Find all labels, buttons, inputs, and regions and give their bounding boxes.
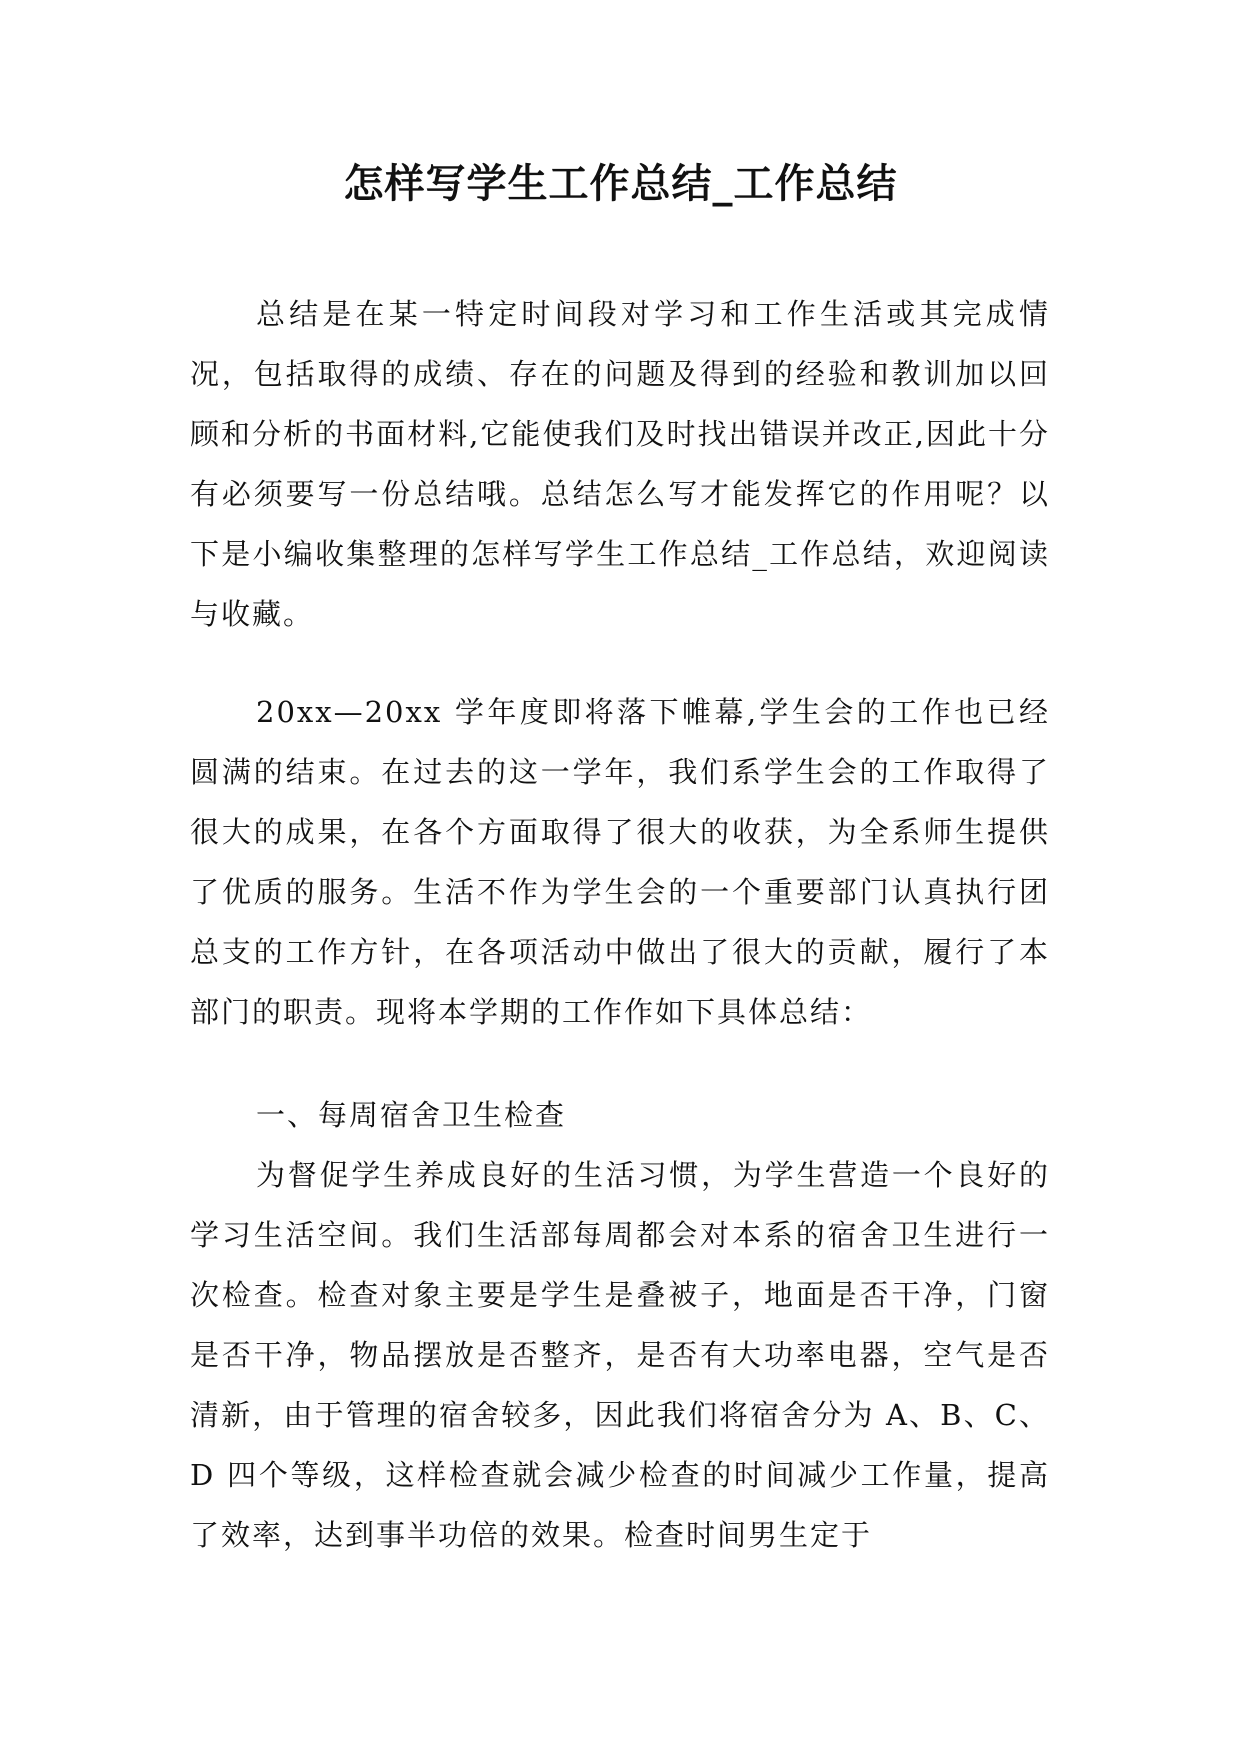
intro-paragraph: 总结是在某一特定时间段对学习和工作生活或其完成情况，包括取得的成绩、存在的问题及得到的经验和教训加以回顾和分析的书面材料,它能使我们及时找出错误并改正,因此十分有必须要写一份总结哦。总结怎么写才能发挥它的作用呢？以下是小编收集整理的怎样写学生工作总结_工作总结，欢迎阅读与收藏。 xyxy=(190,297,1050,631)
document-title: 怎样写学生工作总结_工作总结 xyxy=(343,161,898,207)
dorm-inspection-paragraph: 为督促学生养成良好的生活习惯，为学生营造一个良好的学习生活空间。我们生活部每周都会对本系的宿舍卫生进行一次检查。检查对象主要是学生是叠被子，地面是否干净，门窗是否干净，物品摆放是否整齐，是否有大功率电器，空气是否清新，由于管理的宿舍较多，因此我们将宿舍分为 A、B、C、D 四个等级，这样检查就会减少检查的时间减少工作量，提高了效率，达到事半功倍的效果。检查时间男生定于 xyxy=(190,1158,1050,1552)
section-heading-dorm-inspection: 一、每周宿舍卫生检查 xyxy=(256,1098,567,1132)
academic-year-paragraph: 20xx—20xx 学年度即将落下帷幕,学生会的工作也已经圆满的结束。在过去的这一学年，我们系学生会的工作取得了很大的成果，在各个方面取得了很大的收获，为全系师生提供了优质的服务。生活不作为学生会的一个重要部门认真执行团总支的工作方针，在各项活动中做出了很大的贡献，履行了本部门的职责。现将本学期的工作作如下具体总结： xyxy=(190,695,1050,1029)
